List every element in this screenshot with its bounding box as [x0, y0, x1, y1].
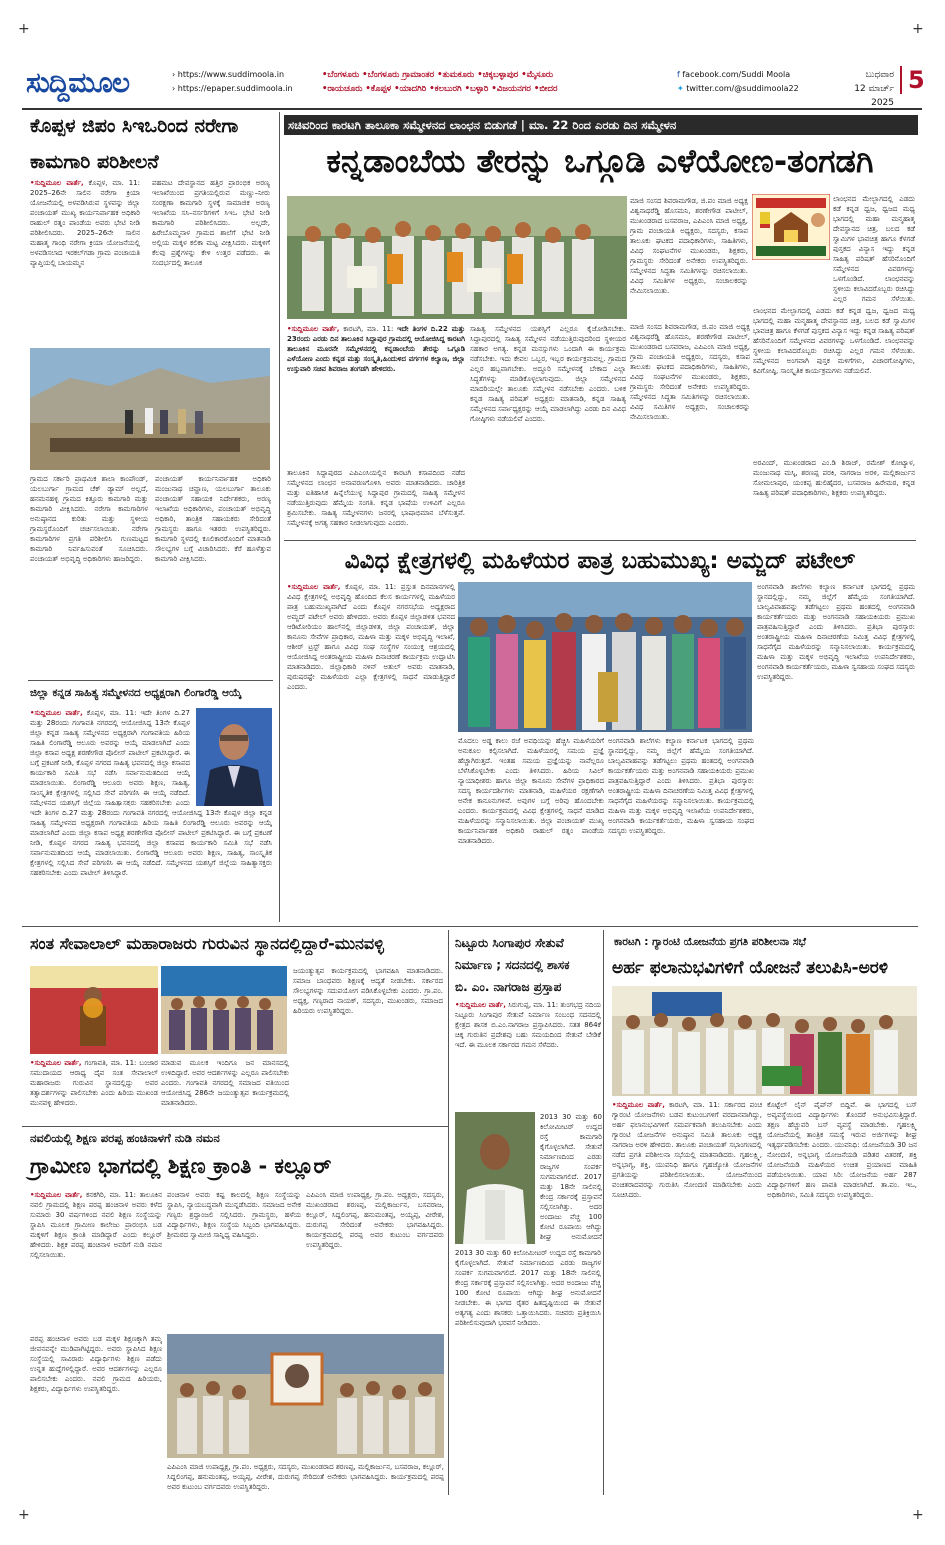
article-8-col-1: [30, 1190, 162, 1330]
article-5-col-2: [161, 1058, 289, 1122]
article-2-group-photo: [287, 196, 627, 319]
body-text: ತಾಲೂಕಿನ ಸಿದ್ದಾಪುರದ ಎಪಿಎಂಸಿಯಲ್ಲಿನ ಕಾರಟಗಿ ಕಸಾಪದಿಂದ ನಡೆದ ಸಮ್ಮೇಳನದ ಲಾಂಛನ ಅನಾವರಣಗೊಳಿಸಿ ಅವರು ಮಾತನಾಡಿದರು. ಚಾರಿತ್ರಿಕ ಮತ್ತು ಐತಿಹಾಸಿಕ ಹಿನ್ನೆಲೆಯುಳ್ಳ ಸಿದ್ದಾಪುರ ಗ್ರಾಮದಲ್ಲಿ ಸಾಹಿತ್ಯ ಸಮ್ಮೇಳನ ನಡೆಯುತ್ತಿರುವುದು ಹೆಮ್ಮೆಯ ಸಂಗತಿ. ಕನ್ನಡ ಭಾಷೆಯ ಉಳಿವಿಗೆ ಎಲ್ಲರೂ ಶ್ರಮಿಸಬೇಕು. ಸಾಹಿತ್ಯ ಸಮ್ಮೇಳನಗಳು ಜನರಲ್ಲಿ ಭಾಷಾಭಿಮಾನ ಬೆಳೆಸುತ್ತವೆ. ಸಮ್ಮೇಳನಕ್ಕೆ ಅಗತ್ಯ ಸಹಕಾರ ನೀಡಲಾಗುವುದು ಎಂದರು.: [287, 469, 465, 527]
article-5-col-1: [30, 1058, 158, 1122]
article-6-col-1: [455, 1000, 601, 1106]
body-text: ಪಹಮಟ ದೇವಸ್ಥಾನದ ಹತ್ತಿರ ಪ್ರಾರಂಭಿಕ ಅರಣ್ಯ ಇಲಾಖೆಯಿಂದ ಪ್ರಗತಿಯಲ್ಲಿರುವ ಮಣ್ಣು–ನೀರು ಸಂರಕ್ಷಣಾ ಕಾಮಗಾರಿ ಸ್ಥಳಕ್ಕೆ ಸಾಮಾಜಿಕ ಅರಣ್ಯ ಇಲಾಖೆಯ ಸಸಿ–ನರ್ಸರಿಗಳಿಗೆ ಸಿಇಒ ಭೇಟಿ ನೀಡಿ ಕಾಮಗಾರಿ ಪರಿಶೀಲಿಸಿದರು. ಅಲ್ಲದೇ, ಹಿರೇಬೊಮ್ಮನಾಳ ಗ್ರಾಮದ ಶಾಲೆಗೆ ಭೇಟಿ ನೀಡಿ ಅಲ್ಲಿಯ ಮಕ್ಕಳ ಕಲಿಕಾ ಮಟ್ಟ ವೀಕ್ಷಿಸಿದರು. ಮಕ್ಕಳಿಗೆ ಕೆಲವು ಪ್ರಶ್ನೆಗಳನ್ನು ಕೇಳಿ ಉತ್ತರ ಪಡೆದರು. ಈ ಸಂದರ್ಭದಲ್ಲಿ ತಾಲೂಕ: [152, 179, 270, 267]
crop-mark: +: [18, 21, 30, 37]
body-text: ಕೊಟ್ಟೆಲ್ ಲೈನ್ ಪೈಪ್‌ನ್ ಬಿದ್ದಿವೆ. ಈ ಭಾಗದಲ್ಲಿ ಬಸ್ ಅವ್ಯವಸ್ಥೆಯಿಂದ ವಿದ್ಯಾರ್ಥಿಗಳು ತೊಂದರೆ ಅನುಭವಿಸುತ್ತಿದ್ದಾರೆ. ತಕ್ಷಣ ಹೆಚ್ಚುವರಿ ಬಸ್ ವ್ಯವಸ್ಥೆ ಮಾಡಬೇಕು. ಗೃಹಲಕ್ಷ್ಮಿ ಯೋಜನೆಯಲ್ಲಿ ತಾಂತ್ರಿಕ ಸಮಸ್ಯೆ ಇರುವ ಅರ್ಜಿಗಳನ್ನು ಶೀಘ್ರ ಇತ್ಯರ್ಥಪಡಿಸಬೇಕು ಎಂದರು. ಯುವನಿಧಿ: ಯೋಜನೆಯಡಿ 30 ಜನ ನೋಂದಣಿ, ಅನ್ನಭಾಗ್ಯ ಯೋಜನೆಯಡಿ ಪಡಿತರ ವಿತರಣೆ, ಶಕ್ತಿ ಯೋಜನೆಯಡಿ ಮಹಿಳೆಯರ ಉಚಿತ ಪ್ರಯಾಣದ ಮಾಹಿತಿ ಪಡೆಯಲಾಯಿತು. ಯಾವ ಸಿರಿ: ಯೋಜನೆಯ ಅರ್ಹ 287 ವಿದ್ಯಾರ್ಥಿಗಳಿಗೆ ಹಣ ಪಾವತಿ ಮಾಡಲಾಗಿದೆ. ತಾ.ಪಂ. ಇಒ, ಅಧಿಕಾರಿಗಳು, ಸಮಿತಿ ಸದಸ್ಯರು ಉಪಸ್ಥಿತರಿದ್ದರು.: [767, 1101, 917, 1199]
article-6-col-2a: [540, 1112, 602, 1244]
body-text: ಲಾಂಛನದ ಮೇಲ್ಭಾಗದಲ್ಲಿ ಎಡದು ಕಡೆ ಕನ್ನಡ ಧ್ವಜ, ಧ್ವಜದ ಮಧ್ಯ ಭಾಗದಲ್ಲಿ ಮಹಾ ಮನ್ಮಹಾತ್ಮ ದೇವಸ್ಥಾನದ ಚಿತ್ರ, ಬಲದ ಕಡೆ ಸ್ವಾಮಿಗಳ ಭಾವಚಿತ್ರ ಹಾಗೂ ಕೆಳಗಡೆ ಪುಸ್ತಕದ ವಿನ್ಯಾಸ ಇದ್ದು ಕನ್ನಡ ಸಾಹಿತ್ಯ ಪರಿಷತ್ ಹೆಸರಿನೊಂದಿಗೆ ಸಮ್ಮೇಳನದ ವಿವರಗಳನ್ನು ಒಳಗೊಂಡಿದೆ. ಲಾಂಛನವನ್ನು ಸ್ಥಳೀಯ ಕಲಾವಿದರೊಬ್ಬರು ರಚಿಸಿದ್ದು ಎಲ್ಲರ ಗಮನ ಸೆಳೆಯಿತು.: [833, 195, 915, 303]
lingareddy-portrait: [196, 708, 272, 806]
sevalal-photo-1: [30, 966, 158, 1054]
article-2-col-1b: [287, 468, 465, 536]
sammelana-emblem: [752, 194, 830, 260]
dateline: ಗಂಗಾವತಿ, ಮಾ. 11:: [81, 1059, 137, 1067]
article-8-col-2: [167, 1190, 301, 1330]
article-8-col-3: [306, 1190, 444, 1330]
edition-row-2: •ರಾಯಚೂರು •ಕೊಪ್ಪಳ •ಯಾದಗಿರಿ •ಕಲಬುರಗಿ •ಬಳ್ಳಾರಿ •ವಿಜಯನಗರ •ಬೀದರ: [322, 84, 558, 94]
article-8-photo: [167, 1334, 444, 1458]
article-2-col-4a: [833, 194, 915, 304]
article-2-col-3a: [630, 196, 748, 319]
article-4-photo: [458, 582, 752, 732]
body-text: ಮಾಜಿ ಸಂಸದ ಶಿವರಾಮಗೌಡ, ಜಿ.ಪಂ ಮಾಜಿ ಅಧ್ಯಕ್ಷ ವಿಶ್ವನಾಥರೆಡ್ಡಿ ಹೊಸಮನಿ, ಶರಣೇಗೌಡ ಪಾಟೀಲ್, ಮುಖಂಡರಾದ ಬಸವರಾಜ, ಎಪಿಎಂಸಿ ಮಾಜಿ ಅಧ್ಯಕ್ಷ, ಗ್ರಾಮ ಪಂಚಾಯತಿ ಅಧ್ಯಕ್ಷರು, ಸದಸ್ಯರು, ಕಸಾಪ ತಾಲೂಕು ಘಟಕದ ಪದಾಧಿಕಾರಿಗಳು, ಸಾಹಿತಿಗಳು, ವಿವಿಧ ಸಂಘಟನೆಗಳ ಮುಖಂಡರು, ಶಿಕ್ಷಕರು, ಗ್ರಾಮಸ್ಥರು ಸೇರಿದಂತೆ ಅನೇಕರು ಉಪಸ್ಥಿತರಿದ್ದರು. ಸಮ್ಮೇಳನದ ಸಿದ್ಧತಾ ಸಮಿತಿಗಳನ್ನು ರಚಿಸಲಾಯಿತು. ವಿವಿಧ ಸಮಿತಿಗಳ ಅಧ್ಯಕ್ಷರು, ಸಂಚಾಲಕರನ್ನು ನೇಮಿಸಲಾಯಿತು.: [630, 197, 748, 295]
body-text: 2025–26ನೇ ಸಾಲಿನ ನರೇಗಾ ಕ್ರಿಯಾ ಯೋಜನೆಯಲ್ಲಿ ಅಳವಡಿಸಿರುವ ಸ್ಥಳವನ್ನು ಜಿಲ್ಲಾ ಪಂಚಾಯತ್ ಮುಖ್ಯ ಕಾರ್ಯನಿರ್ವಾಹಕ ಅಧಿಕಾರಿ ರಾಹುಲ್ ರತ್ನಂ ಪಾಂಡೆಯ ಅವರು ಭೇಟಿ ನೀಡಿ ಪರಿಶೀಲಿಸಿದರು. 2025–26ನೇ ಸಾಲಿನ ಮಹಾತ್ಮ ಗಾಂಧಿ ನರೇಗಾ ಕ್ರಿಯಾ ಯೋಜನೆಯಲ್ಲಿ ಅಳವಡಿಸಲಾದ ಇರಕಲ್‌ಗಡಾ ಗ್ರಾಮ ಪಂಚಾಯತಿ ವ್ಯಾಪ್ತಿಯಲ್ಲಿ ಬಾಯಮ್ಮನ: [30, 189, 140, 267]
facebook-icon: f: [677, 70, 683, 79]
body-text: 2013 30 ಮತ್ತು 60 ಕಿಲೋಮೀಟರ್ ಉದ್ದದ ರಸ್ತೆ ಕಾಮಗಾರಿ ಕೈಗೊಳ್ಳಲಾಗಿದೆ. ಸೇತುವೆ ನಿರ್ಮಾಣದಿಂದ ಎರಡು ರಾಜ್ಯಗಳ ಸಂಪರ್ಕ ಸುಗಮವಾಗಲಿದೆ. 2017 ಮತ್ತು 18ನೇ ಸಾಲಿನಲ್ಲಿ ಕೇಂದ್ರ ಸರ್ಕಾರಕ್ಕೆ ಪ್ರಸ್ತಾವನೆ ಸಲ್ಲಿಸಲಾಗಿತ್ತು. ಅದರ ಅಂದಾಜು ವೆಚ್ಚ 100 ಕೋಟಿ ರೂಪಾಯಿ ಆಗಿದ್ದು ಶೀಘ್ರ ಅನುಮೋದನೆ: [540, 1113, 602, 1241]
newspaper-logo: ಸುದ್ದಿಮೂಲ: [26, 66, 130, 99]
article-3-col-1: [30, 708, 190, 806]
byline: •ಸುದ್ದಿಮೂಲ ವಾರ್ತೆ,: [612, 1101, 665, 1109]
body-text: ಪರಪ್ಪ ಹಂಚಿನಾಳ ಅವರು ಬಡ ಮಕ್ಕಳ ಶಿಕ್ಷಣಕ್ಕಾಗಿ ತಮ್ಮ ಜೀವನವನ್ನೇ ಮುಡಿಪಾಗಿಟ್ಟಿದ್ದರು. ಅವರು ಸ್ಥಾಪಿಸಿದ ಶಿಕ್ಷಣ ಸಂಸ್ಥೆಯಲ್ಲಿ ಸಾವಿರಾರು ವಿದ್ಯಾರ್ಥಿಗಳು ಶಿಕ್ಷಣ ಪಡೆದು ಉನ್ನತ ಹುದ್ದೆಗಳಲ್ಲಿದ್ದಾರೆ. ಅವರ ಆದರ್ಶಗಳನ್ನು ಎಲ್ಲರೂ ಪಾಲಿಸಬೇಕು ಎಂದರು. ನವಲಿ ಗ್ರಾಮದ ಹಿರಿಯರು, ಶಿಕ್ಷಕರು, ವಿದ್ಯಾರ್ಥಿಗಳು ಉಪಸ್ಥಿತರಿದ್ದರು.: [30, 1335, 162, 1393]
dateline: ಕನಕಗಿರಿ, ಮಾ. 11:: [82, 1191, 136, 1199]
facebook-text: facebook.com/Suddi Moola: [682, 70, 791, 79]
body-text: ಬಂಜಾರ ಸಮುದಾಯದ ಆರಾಧ್ಯ ದೈವ ಸಂತ ಸೇವಾಲಾಲ್ ಮಹಾರಾಜರು ಗುರುವಿನ ಸ್ಥಾನದಲ್ಲಿದ್ದು ಅವರ ತತ್ವಾದರ್ಶಗಳನ್ನು ಪಾಲಿಸಬೇಕು ಎಂದು ಹಿರಿಯ ಮುಖಂಡ ಮುನವಳ್ಳಿ ಹೇಳಿದರು.: [30, 1059, 158, 1107]
body-text: ಸರ್ಕಾರದ ಪಂಚ ಗ್ಯಾರಂಟಿ ಯೋಜನೆಗಳು ಬಡವ ಕುಟುಂಬಗಳಿಗೆ ವರದಾನವಾಗಿದ್ದು, ಅರ್ಹ ಫಲಾನುಭವಿಗಳಿಗೆ ಸಮರ್ಪಕವಾಗಿ ತಲುಪಿಸಬೇಕು ಎಂದು ಗ್ಯಾರಂಟಿ ಯೋಜನೆಗಳ ಅನುಷ್ಠಾನ ಸಮಿತಿ ತಾಲೂಕು ಅಧ್ಯಕ್ಷ ನಾಗರಾಜ ಅರಳಿ ಹೇಳಿದರು. ತಾಲೂಕು ಪಂಚಾಯತ್ ಸಭಾಂಗಣದಲ್ಲಿ ನಡೆದ ಪ್ರಗತಿ ಪರಿಶೀಲನಾ ಸಭೆಯಲ್ಲಿ ಮಾತನಾಡಿದರು. ಗೃಹಲಕ್ಷ್ಮಿ, ಅನ್ನಭಾಗ್ಯ, ಶಕ್ತಿ, ಯುವನಿಧಿ ಹಾಗೂ ಗೃಹಜ್ಯೋತಿ ಯೋಜನೆಗಳ ಪ್ರಗತಿಯನ್ನು ಪರಿಶೀಲಿಸಲಾಯಿತು. ಯೋಜನೆಯಿಂದ ವಂಚಿತರಾದವರನ್ನು ಗುರುತಿಸಿ ನೋಂದಣಿ ಮಾಡಿಸಬೇಕು ಎಂದು ಸೂಚಿಸಿದರು.: [612, 1101, 762, 1199]
body-text: ಇದೇ ತಿಂಗಳ ದಿ.27 ಮತ್ತು 28ರಂದು ಗಂಗಾವತಿ ನಗರದಲ್ಲಿ ಆಯೋಜಿಸಿದ್ದ 13ನೇ ಕೊಪ್ಪಳ ಜಿಲ್ಲಾ ಕನ್ನಡ ಸಾಹಿತ್ಯ ಸಮ್ಮೇಳನದ ಅಧ್ಯಕ್ಷರಾಗಿ ಗಂಗಾವತಿಯ ಹಿರಿಯ ಸಾಹಿತಿ ಲಿಂಗಾರೆಡ್ಡಿ ಆಲೂರು ಅವರನ್ನು ಆಯ್ಕೆ ಮಾಡಲಾಗಿದೆ ಎಂದು ಜಿಲ್ಲಾ ಕಸಾಪ ಅಧ್ಯಕ್ಷ ಶರಣೇಗೌಡ ಪೊಲೀಸ್ ಪಾಟೀಲ್ ಪ್ರಕಟಿಸಿದ್ದಾರೆ. ಈ ಬಗ್ಗೆ ಪ್ರಕಟಣೆ ನೀಡಿ, ಕೊಪ್ಪಳ ನಗರದ ಸಾಹಿತ್ಯ ಭವನದಲ್ಲಿ ಜಿಲ್ಲಾ ಕಸಾಪದ ಕಾರ್ಯಕಾರಿ ಸಮಿತಿ ಸಭೆ ನಡೆಸಿ ಸರ್ವಾನುಮತದಿಂದ ಆಯ್ಕೆ ಮಾಡಲಾಯಿತು. ಲಿಂಗಾರೆಡ್ಡಿ ಆಲೂರು ಅವರು ಶಿಕ್ಷಣ, ಸಾಹಿತ್ಯ, ಸಾಂಸ್ಕೃತಿಕ ಕ್ಷೇತ್ರಗಳಲ್ಲಿ ಸಲ್ಲಿಸಿದ ಸೇವೆ ಪರಿಗಣಿಸಿ ಈ ಆಯ್ಕೆ ನಡೆದಿದೆ. ಸಮ್ಮೇಳನದ ಯಶಸ್ಸಿಗೆ ಜಿಲ್ಲೆಯ ಸಾಹಿತ್ಯಾಸಕ್ತರು ಸಹಕರಿಸಬೇಕು ಎಂದು ಪಾಟೀಲ್ ತಿಳಿಸಿದ್ದಾರೆ.: [30, 809, 272, 877]
edition-row-1: •ಬೆಂಗಳೂರು •ಬೆಂಗಳೂರು ಗ್ರಾಮಾಂತರ •ತುಮಕೂರು •ಚಿಕ್ಕಬಳ್ಳಾಪುರ •ಮೈಸೂರು: [322, 70, 554, 80]
dateline: ಕಾರಟಗಿ, ಮಾ. 11:: [664, 1101, 721, 1109]
article-1-photo: [30, 348, 270, 470]
body-text: ಎಪಿಎಂಸಿ ಮಾಜಿ ಉಪಾಧ್ಯಕ್ಷ, ಗ್ರಾ.ಪಂ. ಅಧ್ಯಕ್ಷರು, ಸದಸ್ಯರು, ಮುಖಂಡರಾದ ಶರಣಪ್ಪ, ಮಲ್ಲಿಕಾರ್ಜುನ, ಬಸವರಾಜ, ಕಲ್ಲೂರ್, ಸಿದ್ದಲಿಂಗಪ್ಪ, ಹನುಮಂತಪ್ಪ, ಅಯ್ಯಪ್ಪ, ವೀರೇಶ, ದುರುಗಪ್ಪ ಸೇರಿದಂತೆ ಅನೇಕರು ಭಾಗವಹಿಸಿದ್ದರು. ಕಾರ್ಯಕ್ರಮದಲ್ಲಿ ಪರಪ್ಪ ಅವರ ಕುಟುಂಬ ವರ್ಗದವರು ಉಪಸ್ಥಿತರಿದ್ದರು.: [167, 1463, 444, 1491]
article-7-kicker: ಕಾರಟಗಿ : ಗ್ಯಾರಂಟಿ ಯೋಜನೆಯ ಪ್ರಗತಿ ಪರಿಶೀಲನಾ ಸಭೆ: [610, 932, 919, 952]
body-text: ಮೊದಲು ಅಡ್ಡ ಕಾಲು ರಜೆ ಅವಧಿಯನ್ನು ಹೆಚ್ಚಿಸಿ ಮಹಿಳೆಯರಿಗೆ ಅನುಕೂಲ ಕಲ್ಪಿಸಲಾಗಿದೆ. ಮಹಿಳೆಯರಲ್ಲಿ ಸಮಯ ಪ್ರಜ್ಞೆ ಹೆಚ್ಚಾಗಿರುತ್ತದೆ. ಇಂತಹ ಸಮಯ ಪ್ರಜ್ಞೆಯನ್ನು ನಾವೆಲ್ಲರೂ ಬೆಳೆಸಿಕೊಳ್ಳಬೇಕು ಎಂದು ತಿಳಿಸಿದರು. ಹಿರಿಯ ಸಿವಿಲ್ ನ್ಯಾಯಾಧೀಶರು ಹಾಗೂ ಜಿಲ್ಲಾ ಕಾನೂನು ಸೇವೆಗಳ ಪ್ರಾಧಿಕಾರದ ಸದಸ್ಯ ಕಾರ್ಯದರ್ಶಿಗಳು ಮಾತನಾಡಿ, ಮಹಿಳೆಯರ ರಕ್ಷಣೆಗಾಗಿ ಅನೇಕ ಕಾನೂನುಗಳಿವೆ. ಅವುಗಳ ಬಗ್ಗೆ ಅರಿವು ಹೊಂದಬೇಕು ಎಂದರು. ಕಾರ್ಯಕ್ರಮದಲ್ಲಿ ವಿವಿಧ ಕ್ಷೇತ್ರಗಳಲ್ಲಿ ಸಾಧನೆ ಮಾಡಿದ ಮಹಿಳೆಯರನ್ನು ಸನ್ಮಾನಿಸಲಾಯಿತು. ಜಿಲ್ಲಾ ಪಂಚಾಯತ್ ಮುಖ್ಯ ಕಾರ್ಯನಿರ್ವಾಹಕ ಅಧಿಕಾರಿ ರಾಹುಲ್ ರತ್ನಂ ಪಾಂಡೆಯ ಮಾತನಾಡಿದರು.: [458, 737, 604, 845]
headline-line-3: ಬಿ. ಎಂ. ನಾಗರಾಜ ಪ್ರಸ್ತಾಪ: [455, 980, 562, 994]
body-text: ಎಪಿಎಂಸಿ ಮಾಜಿ ಉಪಾಧ್ಯಕ್ಷ, ಗ್ರಾ.ಪಂ. ಅಧ್ಯಕ್ಷರು, ಸದಸ್ಯರು, ಮುಖಂಡರಾದ ಶರಣಪ್ಪ, ಮಲ್ಲಿಕಾರ್ಜುನ, ಬಸವರಾಜ, ಕಲ್ಲೂರ್, ಸಿದ್ದಲಿಂಗಪ್ಪ, ಹನುಮಂತಪ್ಪ, ಅಯ್ಯಪ್ಪ, ವೀರೇಶ, ದುರುಗಪ್ಪ ಸೇರಿದಂತೆ ಅನೇಕರು ಭಾಗವಹಿಸಿದ್ದರು. ಕಾರ್ಯಕ್ರಮದಲ್ಲಿ ಪರಪ್ಪ ಅವರ ಕುಟುಂಬ ವರ್ಗದವರು ಉಪಸ್ಥಿತರಿದ್ದರು.: [306, 1191, 444, 1249]
body-text: ಇದೇ ತಿಂಗಳ ದಿ.27 ಮತ್ತು 28ರಂದು ಗಂಗಾವತಿ ನಗರದಲ್ಲಿ ಆಯೋಜಿಸಿದ್ದ 13ನೇ ಕೊಪ್ಪಳ ಜಿಲ್ಲಾ ಕನ್ನಡ ಸಾಹಿತ್ಯ ಸಮ್ಮೇಳನದ ಅಧ್ಯಕ್ಷರಾಗಿ ಗಂಗಾವತಿಯ ಹಿರಿಯ ಸಾಹಿತಿ ಲಿಂಗಾರೆಡ್ಡಿ ಆಲೂರು ಅವರನ್ನು ಆಯ್ಕೆ ಮಾಡಲಾಗಿದೆ ಎಂದು ಜಿಲ್ಲಾ ಕಸಾಪ ಅಧ್ಯಕ್ಷ ಶರಣೇಗೌಡ ಪೊಲೀಸ್ ಪಾಟೀಲ್ ಪ್ರಕಟಿಸಿದ್ದಾರೆ. ಈ ಬಗ್ಗೆ ಪ್ರಕಟಣೆ ನೀಡಿ, ಕೊಪ್ಪಳ ನಗರದ ಸಾಹಿತ್ಯ ಭವನದಲ್ಲಿ ಜಿಲ್ಲಾ ಕಸಾಪದ ಕಾರ್ಯಕಾರಿ ಸಮಿತಿ ಸಭೆ ನಡೆಸಿ ಸರ್ವಾನುಮತದಿಂದ ಆಯ್ಕೆ ಮಾಡಲಾಯಿತು. ಲಿಂಗಾರೆಡ್ಡಿ ಆಲೂರು ಅವರು ಶಿಕ್ಷಣ, ಸಾಹಿತ್ಯ, ಸಾಂಸ್ಕೃತಿಕ ಕ್ಷೇತ್ರಗಳಲ್ಲಿ ಸಲ್ಲಿಸಿದ ಸೇವೆ ಪರಿಗಣಿಸಿ ಈ ಆಯ್ಕೆ ನಡೆದಿದೆ. ಸಮ್ಮೇಳನದ ಯಶಸ್ಸಿಗೆ ಜಿಲ್ಲೆಯ ಸಾಹಿತ್ಯಾಸಕ್ತರು ಸಹಕರಿಸಬೇಕು ಎಂದು: [30, 709, 190, 806]
masthead: [22, 66, 925, 110]
byline: •ಸುದ್ದಿಮೂಲ ವಾರ್ತೆ,: [30, 709, 83, 717]
byline: •ಸುದ್ದಿಮೂಲ ವಾರ್ತೆ,: [455, 1001, 506, 1009]
dateline: ಕೊಪ್ಪಳ, ಮಾ. 11:: [83, 179, 140, 187]
byline: •ಸುದ್ದಿಮೂಲ ವಾರ್ತೆ,: [287, 325, 340, 333]
nagaraja-portrait: [455, 1112, 535, 1244]
body-text: ತುಂಗಭದ್ರ ನದಿಯ ನಿಟ್ಟೂರು ಸಿಂಗಾಪುರ ಸೇತುವೆ ನಿರ್ಮಾಣ ಸಂಬಂಧ ಸದನದಲ್ಲಿ ಕ್ಷೇತ್ರದ ಶಾಸಕ ಬಿ.ಎಂ.ನಾಗರಾಜ ಪ್ರಸ್ತಾಪಿಸಿದರು. ಸತತ 864ಕೆ ಚಿಕ್ಕ ಗುರುತಿನ ಪ್ರದೇಶವು ಬಹು ಸಮಯದಿಂದ ಸೇತುವೆ ಬೇಡಿಕೆ ಇದೆ. ಈ ಮೂಲಕ ಸರ್ಕಾರದ ಗಮನ ಸೆಳೆದರು.: [455, 1001, 601, 1049]
page-number: 5: [900, 66, 925, 94]
article-6-col-2: [455, 1248, 601, 1494]
article-2-col-2: [470, 324, 626, 536]
social-links: [677, 68, 799, 96]
body-text: 2013 30 ಮತ್ತು 60 ಕಿಲೋಮೀಟರ್ ಉದ್ದದ ರಸ್ತೆ ಕಾಮಗಾರಿ ಕೈಗೊಳ್ಳಲಾಗಿದೆ. ಸೇತುವೆ ನಿರ್ಮಾಣದಿಂದ ಎರಡು ರಾಜ್ಯಗಳ ಸಂಪರ್ಕ ಸುಗಮವಾಗಲಿದೆ. 2017 ಮತ್ತು 18ನೇ ಸಾಲಿನಲ್ಲಿ ಕೇಂದ್ರ ಸರ್ಕಾರಕ್ಕೆ ಪ್ರಸ್ತಾವನೆ ಸಲ್ಲಿಸಲಾಗಿತ್ತು. ಅದರ ಅಂದಾಜು ವೆಚ್ಚ 100 ಕೋಟಿ ರೂಪಾಯಿ ಆಗಿದ್ದು ಶೀಘ್ರ ಅನುಮೋದನೆ ನೀಡಬೇಕು. ಈ ಭಾಗದ ರೈತರ ಹಿತದೃಷ್ಟಿಯಿಂದ ಈ ಸೇತುವೆ ಅತ್ಯಗತ್ಯ ಎಂದು ಶಾಸಕರು ಒತ್ತಾಯಿಸಿದರು. ಸಚಿವರು ಪ್ರತಿಕ್ರಿಯಿಸಿ ಪರಿಶೀಲಿಸುವುದಾಗಿ ಭರವಸೆ ನೀಡಿದರು.: [455, 1249, 601, 1327]
article-8-col-4: [30, 1334, 162, 1494]
article-1-headline: [30, 114, 270, 174]
column-rule: [448, 930, 449, 1495]
byline: •ಸುದ್ದಿಮೂಲ ವಾರ್ತೆ,: [30, 1191, 83, 1199]
column-rule: [603, 930, 604, 1495]
headline-line-2: ಕಾಮಗಾರಿ ಪರಿಶೀಲನೆ: [30, 151, 159, 173]
headline-line-1: ಕೊಪ್ಪಳ ಜಿಪಂ ಸಿಇಒರಿಂದ ನರೇಗಾ: [30, 115, 239, 137]
divider: [22, 1126, 448, 1127]
body-text: ಪಂಚಿನಾಳ ಅವರು ಕಷ್ಟ ಕಾಲದಲ್ಲಿ ಶಿಕ್ಷಣ ಸಂಸ್ಥೆಯನ್ನು ಸ್ಥಾಪಿಸಿ, ನ್ಯಾಯಬದ್ಧವಾಗಿ ಮುನ್ನಡೆಸಿದರು. ಸಮಾಜದ ಅನೇಕ ಗಣ್ಯರು ಶ್ರದ್ಧಾಂಜಲಿ ಸಲ್ಲಿಸಿದರು. ಗ್ರಾಮಸ್ಥರು, ಹಳೆಯ ವಿದ್ಯಾರ್ಥಿಗಳು, ಶಿಕ್ಷಣ ಸಂಸ್ಥೆಯ ಸಿಬ್ಬಂದಿ ಭಾಗವಹಿಸಿದ್ದರು. ಶ್ರೀಮಠದ ಸ್ವಾಮೀಜಿ ಸಾನ್ನಿಧ್ಯ ವಹಿಸಿದ್ದರು.: [167, 1191, 301, 1239]
twitter-link[interactable]: [677, 82, 799, 96]
twitter-text: twitter.com/@suddimoola22: [686, 84, 799, 93]
body-text: ಮಾಡುವ ಮೂಲಕ ಇಂದಿಗೂ ಜನ ಮಾನಸದಲ್ಲಿ ಉಳಿದಿದ್ದಾರೆ. ಅವರ ಆದರ್ಶಗಳನ್ನು ಎಲ್ಲರೂ ಪಾಲಿಸಬೇಕು ಎಂದರು. ಗಂಗಾವತಿ ನಗರದಲ್ಲಿ ಸಮಾಜದ ವತಿಯಿಂದ ಆಯೋಜಿಸಿದ್ದ 286ನೇ ಜಯಂತ್ಯುತ್ಸವ ಕಾರ್ಯಕ್ರಮದಲ್ಲಿ ಮಾತನಾಡಿದರು.: [161, 1059, 289, 1107]
byline: •ಸುದ್ದಿಮೂಲ ವಾರ್ತೆ,: [30, 179, 84, 187]
article-2-col-4: [753, 306, 915, 456]
website-link[interactable]: › https://www.suddimoola.in: [172, 70, 285, 79]
weekday: ಬುಧವಾರ: [865, 70, 894, 80]
article-7-photo: [612, 986, 917, 1096]
article-7-headline: ಅರ್ಹ ಫಲಾನುಭವಿಗಳಿಗೆ ಯೋಜನೆ ತಲುಪಿಸಿ-ಅರಳಿ: [612, 958, 889, 978]
divider: [22, 926, 918, 927]
issue-date: [834, 68, 894, 110]
article-1-col-3: [30, 474, 148, 674]
divider: [284, 540, 916, 541]
body-text: ಅಂಗನವಾಡಿ ಶಾಲೆಗಳು ಕಲ್ಯಾಣ ಕರ್ನಾಟಕ ಭಾಗದಲ್ಲಿ ಪ್ರಥಮ ಸ್ಥಾನದಲ್ಲಿದ್ದು, ನಮ್ಮ ಜಿಲ್ಲೆಗೆ ಹೆಮ್ಮೆಯ ಸಂಗತಿಯಾಗಿದೆ. ಬಾಲ್ಯವಿವಾಹವನ್ನು ತಡೆಗಟ್ಟಲು ಪ್ರಥಮ ಹಂತದಲ್ಲಿ ಅಂಗನವಾಡಿ ಕಾರ್ಯಕರ್ತೆಯರು ಮತ್ತು ಅಂಗನವಾಡಿ ಸಹಾಯಕಿಯರು ಪ್ರಮುಖ ಪಾತ್ರವಹಿಸುತ್ತಿದ್ದಾರೆ ಎಂದು ತಿಳಿಸಿದರು. ಪ್ರತಿಭಾ ಪುರಸ್ಕಾರ: ಅಂತರಾಷ್ಟ್ರೀಯ ಮಹಿಳಾ ದಿನಾಚರಣೆಯ ನಿಮಿತ್ತ ವಿವಿಧ ಕ್ಷೇತ್ರಗಳಲ್ಲಿ ಸಾಧನೆಗೈದ ಮಹಿಳೆಯರನ್ನು ಸನ್ಮಾನಿಸಲಾಯಿತು. ಕಾರ್ಯಕ್ರಮದಲ್ಲಿ ಮಹಿಳಾ ಮತ್ತು ಮಕ್ಕಳ ಅಭಿವೃದ್ಧಿ ಇಲಾಖೆಯ ಉಪನಿರ್ದೇಶಕರು, ಅಂಗನವಾಡಿ ಕಾರ್ಯಕರ್ತೆಯರು, ಮಹಿಳಾ ಸ್ವಸಹಾಯ ಸಂಘದ ಸದಸ್ಯರು ಉಪಸ್ಥಿತರಿದ್ದರು.: [608, 737, 754, 835]
article-8-headline: ಗ್ರಾಮೀಣ ಭಾಗದಲ್ಲಿ ಶಿಕ್ಷಣ ಕ್ರಾಂತಿ - ಕಲ್ಲೂರ್: [30, 1154, 332, 1178]
article-3-col-2: [30, 808, 272, 920]
crop-mark: +: [18, 1507, 30, 1523]
facebook-link[interactable]: [677, 68, 799, 82]
byline: •ಸುದ್ದಿಮೂಲ ವಾರ್ತೆ,: [30, 1059, 82, 1067]
dateline: ಕಾರಟಗಿ, ಮಾ. 11:: [339, 325, 394, 333]
article-2-headline: ಕನ್ನಡಾಂಬೆಯ ತೇರನ್ನು ಒಗ್ಗೂಡಿ ಎಳೆಯೋಣ-ತಂಗಡಗಿ: [326, 142, 874, 180]
body-text: ಪ್ರಸ್ತುತ ದಿನಮಾನಗಳಲ್ಲಿ ವಿವಿಧ ಕ್ಷೇತ್ರಗಳಲ್ಲಿ ಅಭಿವೃದ್ಧಿ ಹೊಂದಿದ ಕೆಲಸ ಕಾರ್ಯಗಳಲ್ಲಿ ಮಹಿಳೆಯರ ಪಾತ್ರ ಬಹುಮುಖ್ಯವಾಗಿದೆ ಎಂದು ಕೊಪ್ಪಳ ನಗರಸಭೆಯ ಅಧ್ಯಕ್ಷರಾದ ಅಮ್ಜದ್ ಪಟೇಲ್ ಅವರು ಹೇಳಿದರು. ಅವರು ಕೊಪ್ಪಳ ಜಿಲ್ಲಾಡಳಿತ ಭವನದ ಆಡಿಟೋರಿಯಂ ಹಾಲ್‌ನಲ್ಲಿ ಜಿಲ್ಲಾಡಳಿತ, ಜಿಲ್ಲಾ ಪಂಚಾಯತ್, ಜಿಲ್ಲಾ ಕಾನೂನು ಸೇವೆಗಳ ಪ್ರಾಧಿಕಾರ, ಮಹಿಳಾ ಮತ್ತು ಮಕ್ಕಳ ಅಭಿವೃದ್ಧಿ ಇಲಾಖೆ, ಆಶೀರ್ ಟ್ರಸ್ಟ್ ಹಾಗೂ ವಿವಿಧ ಸಂಘ ಸಂಸ್ಥೆಗಳ ಸಂಯುಕ್ತ ಆಶ್ರಯದಲ್ಲಿ ಆಯೋಜಿಸಿದ್ದ ಅಂತರಾಷ್ಟ್ರೀಯ ಮಹಿಳಾ ದಿನಾಚರಣೆ ಕಾರ್ಯಕ್ರಮ ಉದ್ಘಾಟಿಸಿ ಮಾತನಾಡಿದರು. ಜಿಲ್ಲಾಧಿಕಾರಿ ನಳಿನ್ ಅತುಲ್ ಅವರು ಮಾತನಾಡಿ, ಪುರುಷರಷ್ಟೇ ಮಹಿಳೆಯರು ಎಲ್ಲಾ ಕ್ಷೇತ್ರಗಳಲ್ಲಿ ಸಾಧನೆ ಮಾಡುತ್ತಿದ್ದಾರೆ ಎಂದರು.: [287, 583, 455, 691]
column-rule: [279, 112, 280, 922]
body-text: ಗ್ರಾಮದ ಸರ್ಕಾರಿ ಪ್ರಾಥಮಿಕ ಶಾಲಾ ಕಾಂಪೌಂಡ್, ಯಲಬುರ್ಗಾ ಗ್ರಾಮದ ಚೆಕ್ ಡ್ಯಾಮ್ ಅಲ್ಲದೆ, ಹನಮನಹಳ್ಳಿ ಗ್ರಾಮದ ಕಿತ್ತೂರು ಕಾಮಗಾರಿ ಮತ್ತು ಕಾಮಗಾರಿ ವೀಕ್ಷಿಸಿದರು. ನರೇಗಾ ಕಾಮಗಾರಿಗಳ ಅನುಷ್ಠಾನದ ಕುರಿತು ಮತ್ತು ಸ್ಥಳೀಯ ಗ್ರಾಮಸ್ಥರೊಂದಿಗೆ ಚರ್ಚಿಸಲಾಯಿತು. ನರೇಗಾ ಕಾಮಗಾರಿಗಳ ಪ್ರಗತಿ ಪರಿಶೀಲಿಸಿ ಗುಣಮಟ್ಟದ ಕಾಮಗಾರಿ ನಿರ್ವಹಿಸುವಂತೆ ಸೂಚಿಸಿದರು. ಪಂಚಾಯತ್ ಅಭಿವೃದ್ಧಿ ಅಧಿಕಾರಿಗಳು ಹಾಜರಿದ್ದರು.: [30, 475, 148, 563]
article-4-col-1: [287, 582, 455, 918]
dateline: ಕೊಪ್ಪಳ, ಮಾ. 11:: [340, 583, 397, 591]
article-1-col-4: [155, 474, 271, 674]
article-4-col-3: [757, 582, 915, 918]
article-4-col-2: [458, 736, 604, 918]
body-text: ಜಯಂತ್ಯುತ್ಸವ ಕಾರ್ಯಕ್ರಮದಲ್ಲಿ ಭಾಗವಹಿಸಿ ಮಾತನಾಡಿದರು. ಸಮಾಜ ಬಾಂಧವರು ಶಿಕ್ಷಣಕ್ಕೆ ಆದ್ಯತೆ ನೀಡಬೇಕು. ಸರ್ಕಾರದ ಸೌಲಭ್ಯಗಳನ್ನು ಸದುಪಯೋಗ ಪಡಿಸಿಕೊಳ್ಳಬೇಕು ಎಂದರು. ಗ್ರಾ.ಪಂ. ಅಧ್ಯಕ್ಷ, ಗಣ್ಯರಾದ ನಾಯಕ್, ಸದಸ್ಯರು, ಮುಖಂಡರು, ಸಮಾಜದ ಹಿರಿಯರು ಉಪಸ್ಥಿತರಿದ್ದರು.: [293, 967, 443, 1015]
article-4-headline: ವಿವಿಧ ಕ್ಷೇತ್ರಗಳಲ್ಲಿ ಮಹಿಳೆಯರ ಪಾತ್ರ ಬಹುಮುಖ್ಯ: ಅಮ್ಜದ್ ಪಟೇಲ್: [344, 548, 856, 574]
dateline: ಕೊಪ್ಪಳ, ಮಾ. 11:: [82, 709, 137, 717]
twitter-icon: ✦: [677, 84, 687, 93]
article-2-kicker: ಸಚಿವರಿಂದ ಕಾರಟಗಿ ತಾಲೂಕಾ ಸಮ್ಮೇಳನದ ಲಾಂಛನ ಬಿಡುಗಡೆ | ಮಾ. 22 ರಿಂದ ಎರಡು ದಿನ ಸಮ್ಮೇಳನ: [284, 115, 918, 135]
article-7-col-2: [767, 1100, 917, 1494]
edition-list: [322, 68, 557, 96]
body-text: ಮಾಜಿ ಸಂಸದ ಶಿವರಾಮಗೌಡ, ಜಿ.ಪಂ ಮಾಜಿ ಅಧ್ಯಕ್ಷ ವಿಶ್ವನಾಥರೆಡ್ಡಿ ಹೊಸಮನಿ, ಶರಣೇಗೌಡ ಪಾಟೀಲ್, ಮುಖಂಡರಾದ ಬಸವರಾಜ, ಎಪಿಎಂಸಿ ಮಾಜಿ ಅಧ್ಯಕ್ಷ, ಗ್ರಾಮ ಪಂಚಾಯತಿ ಅಧ್ಯಕ್ಷರು, ಸದಸ್ಯರು, ಕಸಾಪ ತಾಲೂಕು ಘಟಕದ ಪದಾಧಿಕಾರಿಗಳು, ಸಾಹಿತಿಗಳು, ವಿವಿಧ ಸಂಘಟನೆಗಳ ಮುಖಂಡರು, ಶಿಕ್ಷಕರು, ಗ್ರಾಮಸ್ಥರು ಸೇರಿದಂತೆ ಅನೇಕರು ಉಪಸ್ಥಿತರಿದ್ದರು. ಸಮ್ಮೇಳನದ ಸಿದ್ಧತಾ ಸಮಿತಿಗಳನ್ನು ರಚಿಸಲಾಯಿತು. ವಿವಿಧ ಸಮಿತಿಗಳ ಅಧ್ಯಕ್ಷರು, ಸಂಚಾಲಕರನ್ನು ನೇಮಿಸಲಾಯಿತು.: [630, 323, 750, 421]
lead-text: ಇದೇ ತಿಂಗಳ ದಿ.22 ಮತ್ತು 23ರಂದು ಎರಡು ದಿನ ತಾಲೂಕಿನ ಸಿದ್ದಾಪುರ ಗ್ರಾಮದಲ್ಲಿ ಆಯೋಜಿಸಿದ್ದ ಕಾರಟಗಿ ತಾಲೂಕಿನ ಮೂರನೇ ಸಮ್ಮೇಳನದಲ್ಲಿ ಕನ್ನಡಾಂಬೆಯ ತೇರನ್ನು ಒಗ್ಗೂಡಿ ಎಳೆಯೋಣ ಎಂದು ಕನ್ನಡ ಮತ್ತು ಸಂಸ್ಕೃತಿ,ಹಿಂದುಳಿದ ವರ್ಗಗಳ ಕಲ್ಯಾಣ, ಜಿಲ್ಲಾ ಉಸ್ತುವಾರಿ ಸಚಿವ ಶಿವರಾಜ ತಂಗಡಗಿ ಹೇಳಿದರು.: [287, 325, 465, 373]
body-text: ಅಂಗನವಾಡಿ ಶಾಲೆಗಳು ಕಲ್ಯಾಣ ಕರ್ನಾಟಕ ಭಾಗದಲ್ಲಿ ಪ್ರಥಮ ಸ್ಥಾನದಲ್ಲಿದ್ದು, ನಮ್ಮ ಜಿಲ್ಲೆಗೆ ಹೆಮ್ಮೆಯ ಸಂಗತಿಯಾಗಿದೆ. ಬಾಲ್ಯವಿವಾಹವನ್ನು ತಡೆಗಟ್ಟಲು ಪ್ರಥಮ ಹಂತದಲ್ಲಿ ಅಂಗನವಾಡಿ ಕಾರ್ಯಕರ್ತೆಯರು ಮತ್ತು ಅಂಗನವಾಡಿ ಸಹಾಯಕಿಯರು ಪ್ರಮುಖ ಪಾತ್ರವಹಿಸುತ್ತಿದ್ದಾರೆ ಎಂದು ತಿಳಿಸಿದರು. ಪ್ರತಿಭಾ ಪುರಸ್ಕಾರ: ಅಂತರಾಷ್ಟ್ರೀಯ ಮಹಿಳಾ ದಿನಾಚರಣೆಯ ನಿಮಿತ್ತ ವಿವಿಧ ಕ್ಷೇತ್ರಗಳಲ್ಲಿ ಸಾಧನೆಗೈದ ಮಹಿಳೆಯರನ್ನು ಸನ್ಮಾನಿಸಲಾಯಿತು. ಕಾರ್ಯಕ್ರಮದಲ್ಲಿ ಮಹಿಳಾ ಮತ್ತು ಮಕ್ಕಳ ಅಭಿವೃದ್ಧಿ ಇಲಾಖೆಯ ಉಪನಿರ್ದೇಶಕರು, ಅಂಗನವಾಡಿ ಕಾರ್ಯಕರ್ತೆಯರು, ಮಹಿಳಾ ಸ್ವಸಹಾಯ ಸಂಘದ ಸದಸ್ಯರು ಉಪಸ್ಥಿತರಿದ್ದರು.: [757, 583, 915, 681]
crop-mark: +: [912, 1507, 924, 1523]
dateline: ಸಿರುಗುಪ್ಪ, ಮಾ. 11:: [505, 1001, 559, 1009]
headline-line-1: ನಿಟ್ಟೂರು ಸಿಂಗಾಪುರ ಸೇತುವೆ: [455, 936, 564, 950]
epaper-link[interactable]: › https://epaper.suddimoola.in: [172, 84, 293, 93]
body-text: ಪಂಚಾಯತ್ ಕಾರ್ಯನಿರ್ವಾಹಕ ಅಧಿಕಾರಿ ಮಂಜುನಾಥ ಚವ್ಹಾಣ, ಯಲಬುರ್ಗಾ ತಾಲೂಕು ಪಂಚಾಯತ್ ಸಹಾಯಕ ನಿರ್ದೇಶಕರು, ಅರಣ್ಯ ಇಲಾಖೆಯ ಅಧಿಕಾರಿಗಳು, ಪಂಚಾಯತ್ ಅಭಿವೃದ್ಧಿ ಅಧಿಕಾರಿ, ತಾಂತ್ರಿಕ ಸಹಾಯಕರು ಸೇರಿದಂತೆ ಗ್ರಾಮಸ್ಥರು ಹಾಗೂ ಇತರರು ಉಪಸ್ಥಿತರಿದ್ದರು. ಕಾಮಗಾರಿ ಸ್ಥಳದಲ್ಲಿ ಕೂಲಿಕಾರರೊಂದಿಗೆ ಮಾತನಾಡಿ ಸೌಲಭ್ಯಗಳ ಬಗ್ಗೆ ವಿಚಾರಿಸಿದರು. ಕೆರೆ ಹೂಳೆತ್ತುವ ಕಾಮಗಾರಿ ವೀಕ್ಷಿಸಿದರು.: [155, 475, 271, 563]
body-text: ತಾಲೂಕಿನ ನವಲಿ ಗ್ರಾಮದಲ್ಲಿ ಶಿಕ್ಷಣ ಪರಪ್ಪ ಹಂಚಿನಾಳ ಅವರು ಕಳೆದ ಸುಮಾರು 30 ವರ್ಷಗಳಿಂದ ನವಲಿ ಶಿಕ್ಷಣ ಸಂಸ್ಥೆಯನ್ನು ಸ್ಥಾಪಿಸಿ ಮೂಲಕ ಗ್ರಾಮೀಣ ಕಾಲೇಜು ಪ್ರಾರಂಭಿಸಿ ಬಡ ಮಕ್ಕಳಿಗೆ ಶಿಕ್ಷಣ ಕ್ರಾಂತಿ ಮಾಡಿದ್ದಾರೆ ಎಂದು ಕಲ್ಲೂರ್ ಹೇಳಿದರು. ಶಿಕ್ಷಕ ಪರಪ್ಪ ಹಂಚಿನಾಳ ಅವರಿಗೆ ನುಡಿ ನಮನ ಸಲ್ಲಿಸಲಾಯಿತು.: [30, 1191, 162, 1259]
date: 12 ಮಾರ್ಚ್ 2025: [854, 84, 894, 108]
article-3-headline: ಜಿಲ್ಲಾ ಕನ್ನಡ ಸಾಹಿತ್ಯ ಸಮ್ಮೇಳನದ ಅಧ್ಯಕ್ಷರಾಗಿ ಲಿಂಗಾರೆಡ್ಡಿ ಆಯ್ಕೆ: [30, 687, 242, 699]
article-8-col-5: [167, 1462, 444, 1494]
article-2-col-1: [287, 324, 465, 464]
body-text: ಅರವಿಂದ್, ಮುಖಂಡರಾದ ಎಂ.ಡಿ ಶಿರಾಜ್, ರಮೇಶ್ ಕೋಟ್ಯಾಳ, ಮಂಜುನಾಥ ಮಸ್ಕಿ, ಶರಣಪ್ಪ ಪರಕಿ, ನಾಗರಾಜ ಅರಳಿ, ಮಲ್ಲಿಕಾರ್ಜುನ ಸೋಮಲಾಪುರ, ಯಂಕಪ್ಪ ಹುಲಿಹೈದರ, ಬಸವರಾಜ ಹಿರೇಮಠ, ಕನ್ನಡ ಸಾಹಿತ್ಯ ಪರಿಷತ್ ಪದಾಧಿಕಾರಿಗಳು, ಶಿಕ್ಷಕರು ಉಪಸ್ಥಿತರಿದ್ದರು.: [753, 459, 915, 497]
body-text: ಲಾಂಛನದ ಮೇಲ್ಭಾಗದಲ್ಲಿ ಎಡದು ಕಡೆ ಕನ್ನಡ ಧ್ವಜ, ಧ್ವಜದ ಮಧ್ಯ ಭಾಗದಲ್ಲಿ ಮಹಾ ಮನ್ಮಹಾತ್ಮ ದೇವಸ್ಥಾನದ ಚಿತ್ರ, ಬಲದ ಕಡೆ ಸ್ವಾಮಿಗಳ ಭಾವಚಿತ್ರ ಹಾಗೂ ಕೆಳಗಡೆ ಪುಸ್ತಕದ ವಿನ್ಯಾಸ ಇದ್ದು ಕನ್ನಡ ಸಾಹಿತ್ಯ ಪರಿಷತ್ ಹೆಸರಿನೊಂದಿಗೆ ಸಮ್ಮೇಳನದ ವಿವರಗಳನ್ನು ಒಳಗೊಂಡಿದೆ. ಲಾಂಛನವನ್ನು ಸ್ಥಳೀಯ ಕಲಾವಿದರೊಬ್ಬರು ರಚಿಸಿದ್ದು ಎಲ್ಲರ ಗಮನ ಸೆಳೆಯಿತು. ಸಮ್ಮೇಳನದ ಅಂಗವಾಗಿ ಪುಸ್ತಕ ಮಳಿಗೆಗಳು, ವಿಚಾರಗೋಷ್ಠಿಗಳು, ಕವಿಗೋಷ್ಠಿ, ಸಾಂಸ್ಕೃತಿಕ ಕಾರ್ಯಕ್ರಮಗಳು ನಡೆಯಲಿವೆ.: [753, 307, 915, 375]
divider: [28, 680, 273, 681]
article-5-col-3: [293, 966, 443, 1122]
crop-mark: +: [912, 21, 924, 37]
byline: •ಸುದ್ದಿಮೂಲ ವಾರ್ತೆ,: [287, 583, 341, 591]
article-6-headline: [455, 932, 601, 998]
article-4-col-2b: [608, 736, 754, 918]
web-links: [172, 68, 293, 96]
article-7-col-1: [612, 1100, 762, 1494]
article-2-col-3: [630, 322, 750, 536]
article-2-col-4b: [753, 458, 915, 536]
article-5-headline: ಸಂತ ಸೇವಾಲಾಲ್ ಮಹಾರಾಜರು ಗುರುವಿನ ಸ್ಥಾನದಲ್ಲಿದ್ದಾರೆ-ಮುನವಳ್ಳಿ: [30, 934, 384, 953]
article-8-kicker: ನವಲಿಯಲ್ಲಿ ಶಿಕ್ಷಣ ಪರಪ್ಪ ಹಂಚಿನಾಳಗೆ ನುಡಿ ನಮನ: [30, 1131, 220, 1145]
headline-line-2: ನಿರ್ಮಾಣ ; ಸದನದಲ್ಲಿ ಶಾಸಕ: [455, 958, 570, 972]
body-text: ಸಾಹಿತ್ಯ ಸಮ್ಮೇಳನದ ಯಶಸ್ಸಿಗೆ ಎಲ್ಲರೂ ಕೈಜೋಡಿಸಬೇಕು. ಸಿದ್ದಾಪುರದಲ್ಲಿ ಸಾಹಿತ್ಯ ಸಮ್ಮೇಳನ ನಡೆಯುತ್ತಿರುವುದರಿಂದ ಸ್ಥಳೀಯರ ಸಹಕಾರ ಅಗತ್ಯ. ಕನ್ನಡ ಮನಸ್ಸುಗಳು ಒಂದಾಗಿ ಈ ಕಾರ್ಯಕ್ರಮ ನಡೆಸಬೇಕು. ಇದು ಕೇವಲ ಒಬ್ಬರ, ಇಬ್ಬರ ಕಾರ್ಯಕ್ರಮವಲ್ಲ. ಗ್ರಾಮದ ಎಲ್ಲರ ಹಬ್ಬವಾಗಬೇಕು. ಅದ್ಧೂರಿ ಸಮ್ಮೇಳನಕ್ಕೆ ಬೇಕಾದ ಎಲ್ಲಾ ಸಿದ್ಧತೆಗಳನ್ನು ಮಾಡಿಕೊಳ್ಳಲಾಗುವುದು. ಜಿಲ್ಲಾ ಸಮ್ಮೇಳನದ ಮಾದರಿಯಲ್ಲೇ ತಾಲೂಕು ಸಮ್ಮೇಳನ ನಡೆಸಬೇಕು ಎಂದರು. ಬಳಿಕ ಕನ್ನಡ ಸಾಹಿತ್ಯ ಪರಿಷತ್ ಅಧ್ಯಕ್ಷರು ಮಾತನಾಡಿ, ಕನ್ನಡ ಸಾಹಿತ್ಯ ಸಮ್ಮೇಳನದ ಸರ್ವಾಧ್ಯಕ್ಷರನ್ನು ಆಯ್ಕೆ ಮಾಡಲಾಗಿದ್ದು ಎರಡು ದಿನ ವಿವಿಧ ಗೋಷ್ಠಿಗಳು ನಡೆಯಲಿವೆ ಎಂದರು.: [470, 325, 626, 423]
article-1-col-2: [152, 178, 270, 346]
sevalal-photo-2: [161, 966, 287, 1054]
article-1-col-1: [30, 178, 140, 346]
